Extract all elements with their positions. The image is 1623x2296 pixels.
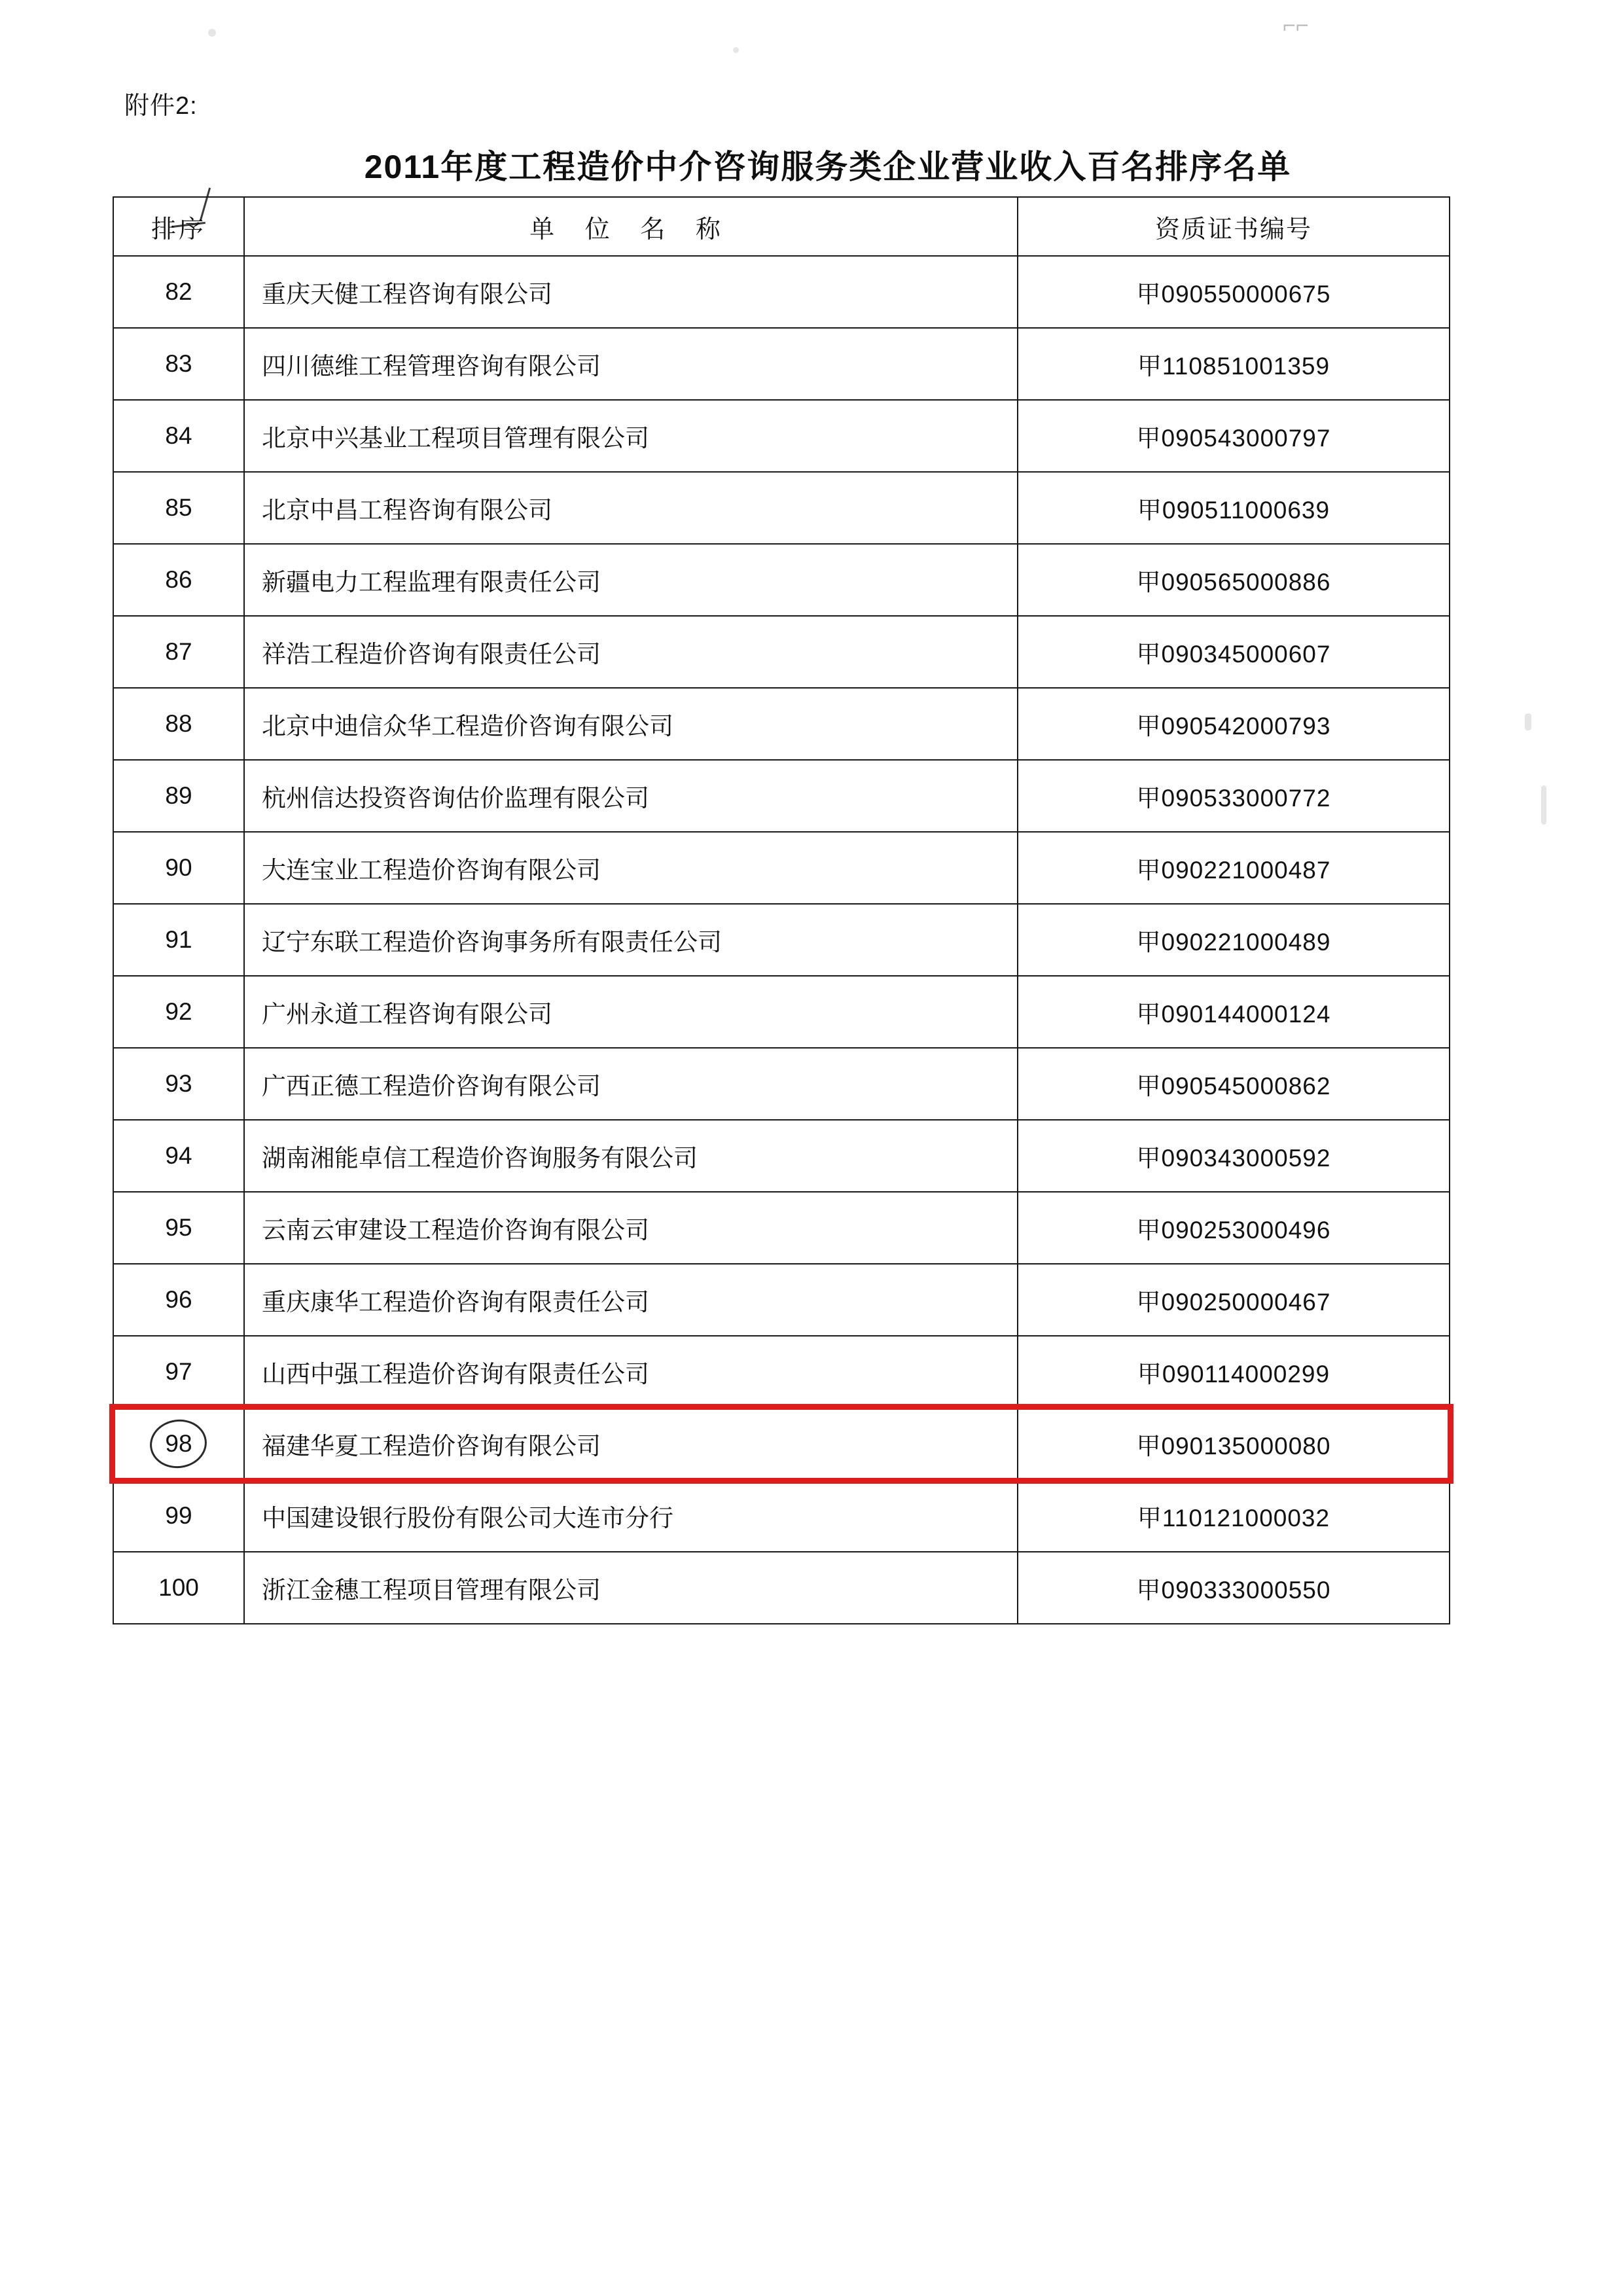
cell-certificate-number: 甲110851001359: [1018, 328, 1450, 400]
table-row: [113, 400, 1450, 472]
cell-rank: 88: [113, 688, 244, 760]
table-row: [113, 976, 1450, 1048]
cell-company-name: 祥浩工程造价咨询有限责任公司: [244, 616, 1018, 688]
cell-company-name: 北京中兴基业工程项目管理有限公司: [244, 400, 1018, 472]
circled-rank-annotation: 98: [158, 1429, 198, 1459]
cell-certificate-number: 甲090333000550: [1018, 1552, 1450, 1624]
attachment-label: 附件2:: [124, 92, 198, 120]
cell-certificate-number: 甲090550000675: [1018, 256, 1450, 328]
cell-rank: 90: [113, 832, 244, 904]
scan-speck: [208, 29, 216, 37]
cell-certificate-number: 甲090542000793: [1018, 688, 1450, 760]
cell-certificate-number: 甲090343000592: [1018, 1120, 1450, 1192]
table-row: [113, 1120, 1450, 1192]
scan-speck: [1525, 713, 1531, 730]
cell-rank: 97: [113, 1336, 244, 1408]
ranking-table-container: [113, 196, 1449, 1624]
cell-rank: 85: [113, 472, 244, 544]
cell-rank: 95: [113, 1192, 244, 1264]
cell-company-name: 广州永道工程咨询有限公司: [244, 976, 1018, 1048]
cell-company-name: 浙江金穗工程项目管理有限公司: [244, 1552, 1018, 1624]
cell-company-name: 北京中昌工程咨询有限公司: [244, 472, 1018, 544]
cell-rank: 100: [113, 1552, 244, 1624]
table-row: [113, 544, 1450, 616]
ranking-table: [113, 196, 1450, 1624]
cell-rank: 91: [113, 904, 244, 976]
cell-company-name: 北京中迪信众华工程造价咨询有限公司: [244, 688, 1018, 760]
cell-rank: 99: [113, 1480, 244, 1552]
cell-rank: 94: [113, 1120, 244, 1192]
table-header-row: [113, 197, 1450, 256]
table-row: [113, 1048, 1450, 1120]
cell-certificate-number: 甲090250000467: [1018, 1264, 1450, 1336]
table-row: [113, 1480, 1450, 1552]
cell-rank: 87: [113, 616, 244, 688]
page-title: 2011年度工程造价中介咨询服务类企业营业收入百名排序名单: [364, 149, 1292, 185]
table-row: [113, 904, 1450, 976]
cell-company-name: 辽宁东联工程造价咨询事务所有限责任公司: [244, 904, 1018, 976]
cell-company-name: 新疆电力工程监理有限责任公司: [244, 544, 1018, 616]
cell-certificate-number: 甲090545000862: [1018, 1048, 1450, 1120]
cell-rank: 83: [113, 328, 244, 400]
cell-company-name: 重庆康华工程造价咨询有限责任公司: [244, 1264, 1018, 1336]
cell-certificate-number: 甲090114000299: [1018, 1336, 1450, 1408]
cell-company-name: 重庆天健工程咨询有限公司: [244, 256, 1018, 328]
cell-company-name: 四川德维工程管理咨询有限公司: [244, 328, 1018, 400]
cell-company-name: 湖南湘能卓信工程造价咨询服务有限公司: [244, 1120, 1018, 1192]
table-row: [113, 616, 1450, 688]
scan-speck: [733, 47, 739, 53]
scan-speck: [1541, 785, 1546, 825]
table-row: [113, 1552, 1450, 1624]
cell-certificate-number: 甲090221000487: [1018, 832, 1450, 904]
cell-certificate-number: 甲090253000496: [1018, 1192, 1450, 1264]
scan-mark: ⌐⌐: [1283, 13, 1309, 38]
cell-rank: 92: [113, 976, 244, 1048]
table-row: [113, 832, 1450, 904]
column-header-cert: 资质证书编号: [1018, 197, 1450, 256]
cell-certificate-number: 甲090533000772: [1018, 760, 1450, 832]
cell-company-name: 杭州信达投资咨询估价监理有限公司: [244, 760, 1018, 832]
table-row: [113, 328, 1450, 400]
cell-company-name: 山西中强工程造价咨询有限责任公司: [244, 1336, 1018, 1408]
table-row: [113, 1336, 1450, 1408]
cell-rank: 93: [113, 1048, 244, 1120]
table-row: [113, 472, 1450, 544]
cell-company-name: 中国建设银行股份有限公司大连市分行: [244, 1480, 1018, 1552]
cell-rank: 86: [113, 544, 244, 616]
cell-rank: 96: [113, 1264, 244, 1336]
cell-certificate-number: 甲090144000124: [1018, 976, 1450, 1048]
cell-certificate-number: 甲090543000797: [1018, 400, 1450, 472]
table-row: [113, 1408, 1450, 1480]
table-row: [113, 688, 1450, 760]
cell-company-name: 广西正德工程造价咨询有限公司: [244, 1048, 1018, 1120]
cell-certificate-number: 甲090345000607: [1018, 616, 1450, 688]
table-row: [113, 1264, 1450, 1336]
cell-company-name: 云南云审建设工程造价咨询有限公司: [244, 1192, 1018, 1264]
cell-certificate-number: 甲090135000080: [1018, 1408, 1450, 1480]
cell-company-name: 大连宝业工程造价咨询有限公司: [244, 832, 1018, 904]
cell-rank: 89: [113, 760, 244, 832]
column-header-rank: 排序: [113, 197, 244, 256]
cell-certificate-number: 甲090221000489: [1018, 904, 1450, 976]
cell-rank: 82: [113, 256, 244, 328]
cell-rank: 84: [113, 400, 244, 472]
cell-certificate-number: 甲110121000032: [1018, 1480, 1450, 1552]
cell-certificate-number: 甲090565000886: [1018, 544, 1450, 616]
cell-rank: [113, 1408, 244, 1480]
column-header-name: 单 位 名 称: [244, 197, 1018, 256]
cell-certificate-number: 甲090511000639: [1018, 472, 1450, 544]
table-row: [113, 1192, 1450, 1264]
cell-company-name: 福建华夏工程造价咨询有限公司: [244, 1408, 1018, 1480]
table-row: [113, 256, 1450, 328]
table-row: [113, 760, 1450, 832]
